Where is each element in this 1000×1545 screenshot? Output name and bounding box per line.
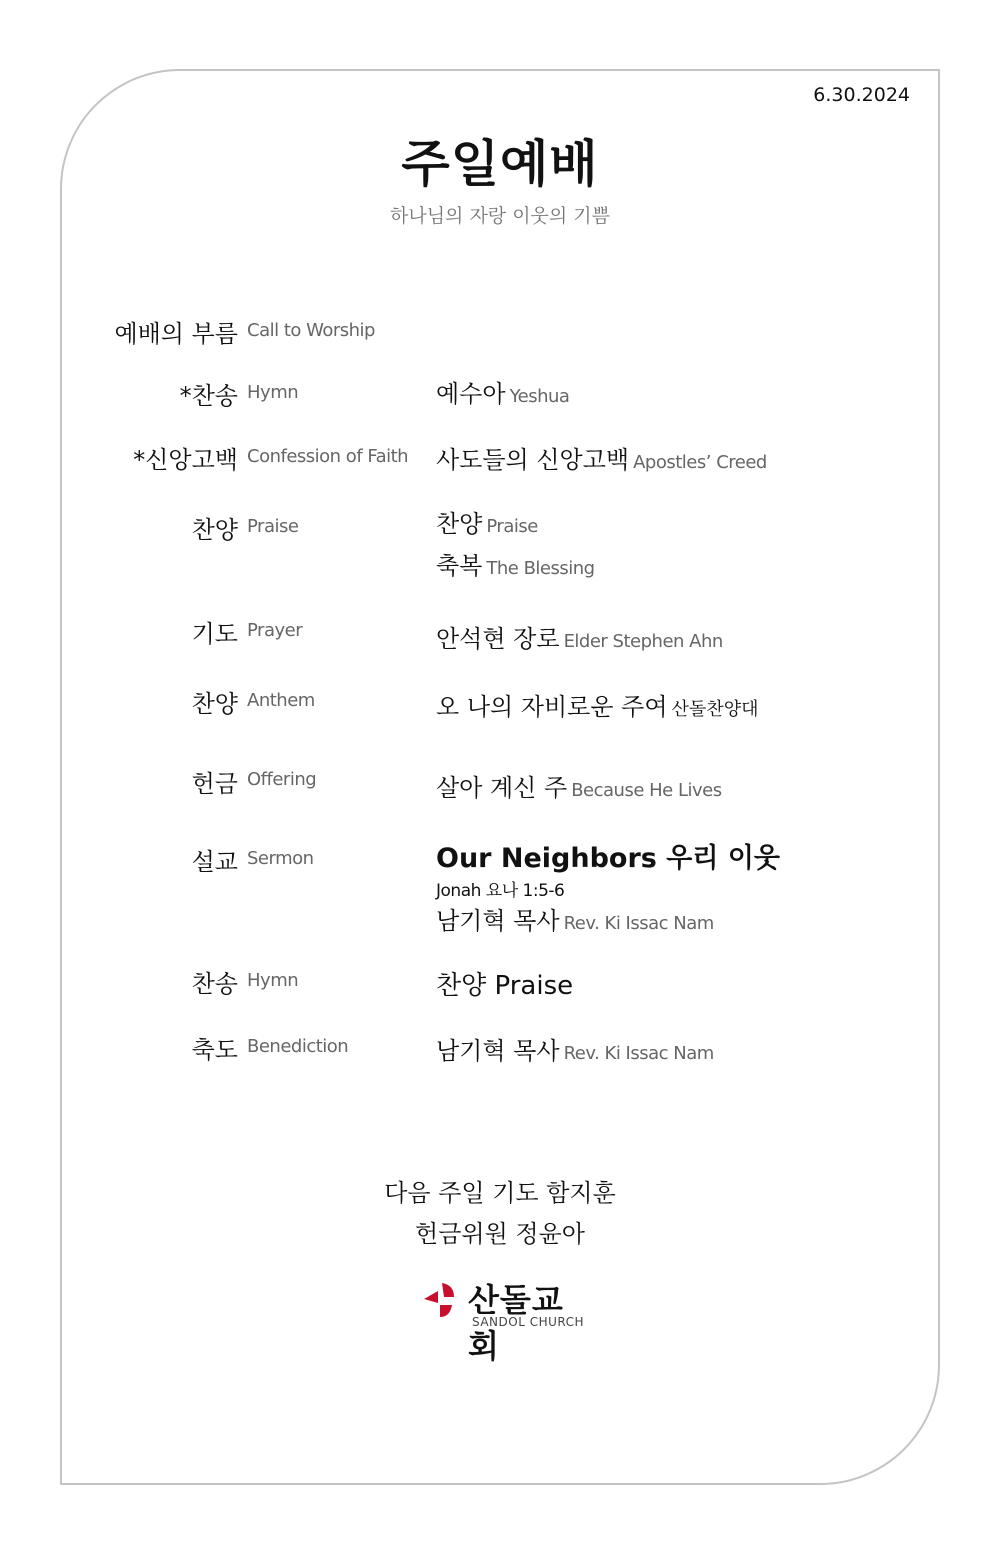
order-label-ko: *신앙고백 (133, 446, 238, 474)
page-title: 주일예배 (401, 135, 599, 193)
order-label-en: Sermon (247, 848, 314, 869)
order-label-en: Confession of Faith (247, 446, 409, 467)
order-label-en: Praise (247, 516, 299, 537)
service-date: 6.30.2024 (813, 84, 910, 106)
order-label-en: Benediction (247, 1036, 349, 1057)
detail-ko: 축복 (436, 552, 483, 580)
order-detail (436, 440, 767, 475)
order-label-ko: 찬송 (191, 970, 238, 998)
order-detail (436, 687, 759, 722)
church-logo-mark-icon (418, 1277, 462, 1321)
detail-ko: 살아 계신 주 (436, 774, 568, 802)
detail-en: Apostles’ Creed (633, 452, 767, 473)
order-label-en: Hymn (247, 970, 299, 991)
order-label-en: Anthem (247, 690, 315, 711)
detail-ko: 찬양 (436, 510, 483, 538)
detail-en: Because He Lives (571, 780, 722, 801)
detail-ko: 안석현 장로 (436, 625, 560, 653)
next-week-prayer: 다음 주일 기도 함지훈 (384, 1179, 616, 1207)
choir-name: 산돌찬양대 (671, 699, 759, 720)
order-label-ko: 예배의 부름 (114, 320, 238, 348)
order-label-ko: *찬송 (179, 382, 238, 410)
order-label-ko: 축도 (191, 1036, 238, 1064)
detail-en: Elder Stephen Ahn (563, 631, 723, 652)
page-subtitle: 하나님의 자랑 이웃의 기쁨 (389, 205, 610, 227)
order-label-en: Hymn (247, 382, 299, 403)
sermon-title: Our Neighbors 우리 이웃 (436, 843, 780, 874)
detail-en: Rev. Ki Issac Nam (563, 913, 714, 934)
detail-en: Praise (486, 516, 538, 537)
detail-en: Yeshua (509, 386, 570, 407)
order-label-ko: 찬양 (191, 516, 238, 544)
order-label-en: Prayer (247, 620, 303, 641)
order-label-en: Call to Worship (247, 320, 375, 341)
order-label-ko: 기도 (191, 620, 238, 648)
detail-ko: 오 나의 자비로운 주여 (436, 693, 668, 721)
order-detail (436, 1031, 714, 1066)
order-detail: 찬양 Praise (436, 971, 574, 1001)
detail-ko: 예수아 (436, 380, 506, 408)
offering-committee: 헌금위원 정윤아 (415, 1220, 585, 1248)
order-detail (436, 619, 723, 654)
order-label-ko: 찬양 (191, 690, 238, 718)
detail-ko: 남기혁 목사 (436, 907, 560, 935)
detail-en: The Blessing (486, 558, 595, 579)
detail-ko: 사도들의 신앙고백 (436, 446, 630, 474)
church-logo-subtitle: SANDOL CHURCH (472, 1315, 585, 1329)
church-logo (418, 1275, 588, 1365)
detail-en: Rev. Ki Issac Nam (563, 1043, 714, 1064)
order-detail (436, 374, 569, 409)
order-label-ko: 설교 (191, 848, 238, 876)
church-logo-name: 산돌교회 (468, 1281, 564, 1365)
order-detail (436, 768, 722, 803)
order-label-en: Offering (247, 769, 317, 790)
praise-song (436, 504, 538, 539)
sermon-scripture: Jonah 요나 1:5-6 (436, 881, 565, 901)
detail-ko: 남기혁 목사 (436, 1037, 560, 1065)
sermon-preacher (436, 901, 714, 936)
praise-song (436, 546, 595, 581)
order-label-ko: 헌금 (191, 770, 238, 798)
